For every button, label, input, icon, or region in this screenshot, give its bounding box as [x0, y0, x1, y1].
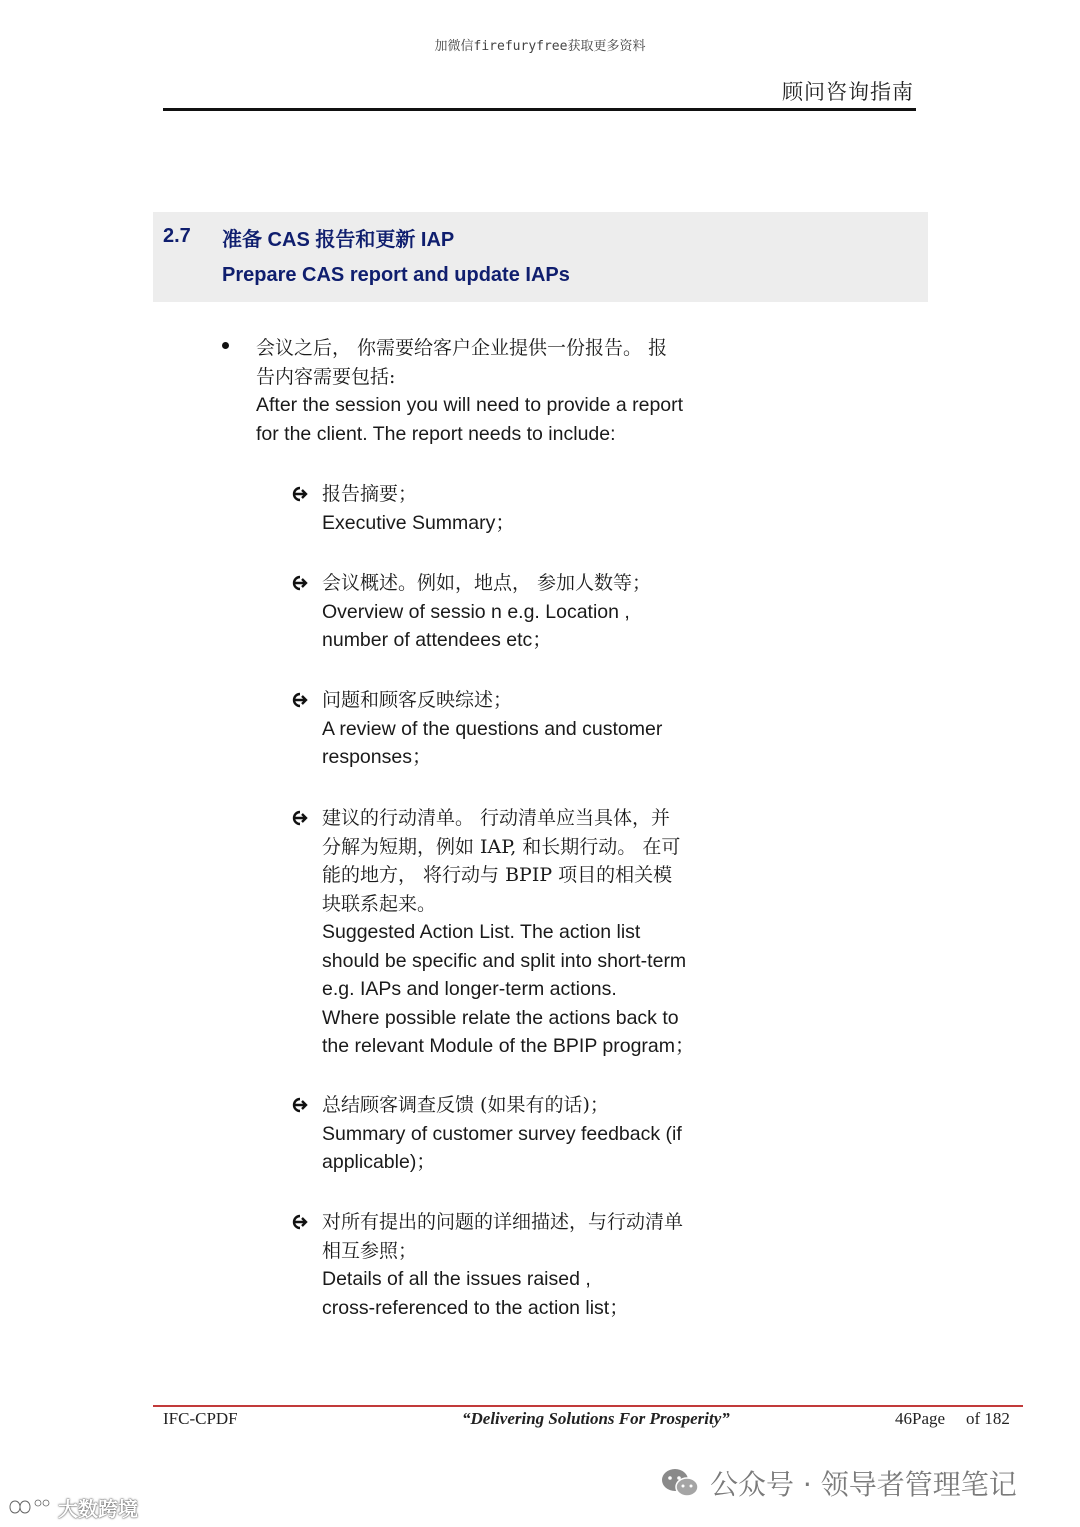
page-number: 46: [895, 1409, 912, 1428]
arrow-bullet-icon: [289, 1095, 309, 1115]
item-cn-line: 总结顾客调查反馈 (如果有的话)；: [322, 1094, 609, 1116]
item-en-line: A review of the questions and customer: [322, 717, 663, 740]
item-en-line: Executive Summary；: [322, 511, 515, 534]
bullet-dot-icon: [222, 342, 229, 349]
arrow-bullet-icon: [289, 484, 309, 504]
promo-text: 加微信firefuryfree获取更多资料: [434, 39, 646, 54]
item-cn-line: 报告摘要；: [322, 483, 418, 505]
list-item: [322, 804, 730, 1061]
item-cn-line: 对所有提出的问题的详细描述，与行动清单: [322, 1211, 684, 1233]
item-en-line: the relevant Module of the BPIP program；: [322, 1035, 695, 1057]
page-label: Page: [912, 1409, 946, 1428]
footer-divider: [153, 1405, 1023, 1407]
arrow-bullet-icon: [289, 690, 309, 710]
document-title: 顾问咨询指南: [782, 80, 914, 104]
item-cn-line: 建议的行动清单。 行动清单应当具体，并: [322, 807, 671, 829]
item-cn-line: 相互参照；: [322, 1239, 418, 1262]
footer-total-pages: of 182: [966, 1409, 1010, 1428]
arrow-bullet-icon: [289, 808, 309, 828]
item-en-line: Overview of sessio n e.g. Location ,: [322, 600, 630, 623]
list-item: [322, 1208, 730, 1322]
item-en-line: e.g. IAPs and longer-term actions.: [322, 978, 617, 1000]
item-en-line: Where possible relate the actions back to: [322, 1006, 679, 1029]
header-divider: [163, 108, 916, 111]
corner-watermark-text: 大数跨境: [58, 1496, 138, 1521]
item-en-line: Suggested Action List. The action list: [322, 921, 641, 943]
wechat-watermark-text: 公众号 · 领导者管理笔记: [710, 1468, 1017, 1501]
section-number: 2.7: [163, 225, 191, 247]
infinity-logo-icon: [8, 1494, 52, 1520]
item-en-line: responses；: [322, 746, 432, 768]
item-en-line: cross-referenced to the action list；: [322, 1296, 629, 1319]
item-cn-line: 能的地方， 将行动与 BPIP 项目的相关模: [322, 864, 673, 886]
list-item: [322, 480, 730, 537]
item-cn-line: 块联系起来。: [322, 892, 437, 915]
intro-cn-line: 会议之后， 你需要给客户企业提供一份报告。 报: [256, 337, 668, 359]
section-title-en: Prepare CAS report and update IAPs: [222, 264, 570, 286]
item-en-line: Details of all the issues raised ,: [322, 1268, 591, 1290]
intro-cn-line: 告内容需要包括:: [256, 365, 396, 388]
corner-watermark: [8, 1492, 138, 1522]
footer-page-number: [895, 1409, 945, 1429]
intro-en-line: for the client. The report needs to include:: [256, 422, 616, 445]
arrow-bullet-icon: [289, 573, 309, 593]
item-cn-line: 会议概述。例如，地点， 参加人数等；: [322, 572, 652, 594]
intro-en-line: After the session you will need to provide a report: [256, 394, 684, 416]
wechat-watermark: [660, 1463, 1017, 1503]
item-en-line: should be specific and split into short-term: [322, 949, 687, 972]
wechat-icon: [660, 1466, 700, 1500]
item-cn-line: 分解为短期，例如 IAP, 和长期行动。 在可: [322, 835, 681, 858]
item-en-line: number of attendees etc；: [322, 629, 552, 651]
footer-slogan: “Delivering Solutions For Prosperity”: [462, 1409, 730, 1428]
arrow-bullet-icon: [289, 1212, 309, 1232]
item-en-line: applicable)；: [322, 1151, 436, 1173]
item-cn-line: 问题和顾客反映综述；: [322, 689, 513, 711]
intro-paragraph: [256, 334, 732, 448]
footer-org: IFC-CPDF: [163, 1409, 238, 1428]
list-item: [322, 686, 730, 772]
list-item: [322, 1091, 730, 1177]
item-en-line: Summary of customer survey feedback (if: [322, 1122, 682, 1145]
section-title-cn: 准备 CAS 报告和更新 IAP: [222, 229, 455, 251]
list-item: [322, 569, 730, 655]
